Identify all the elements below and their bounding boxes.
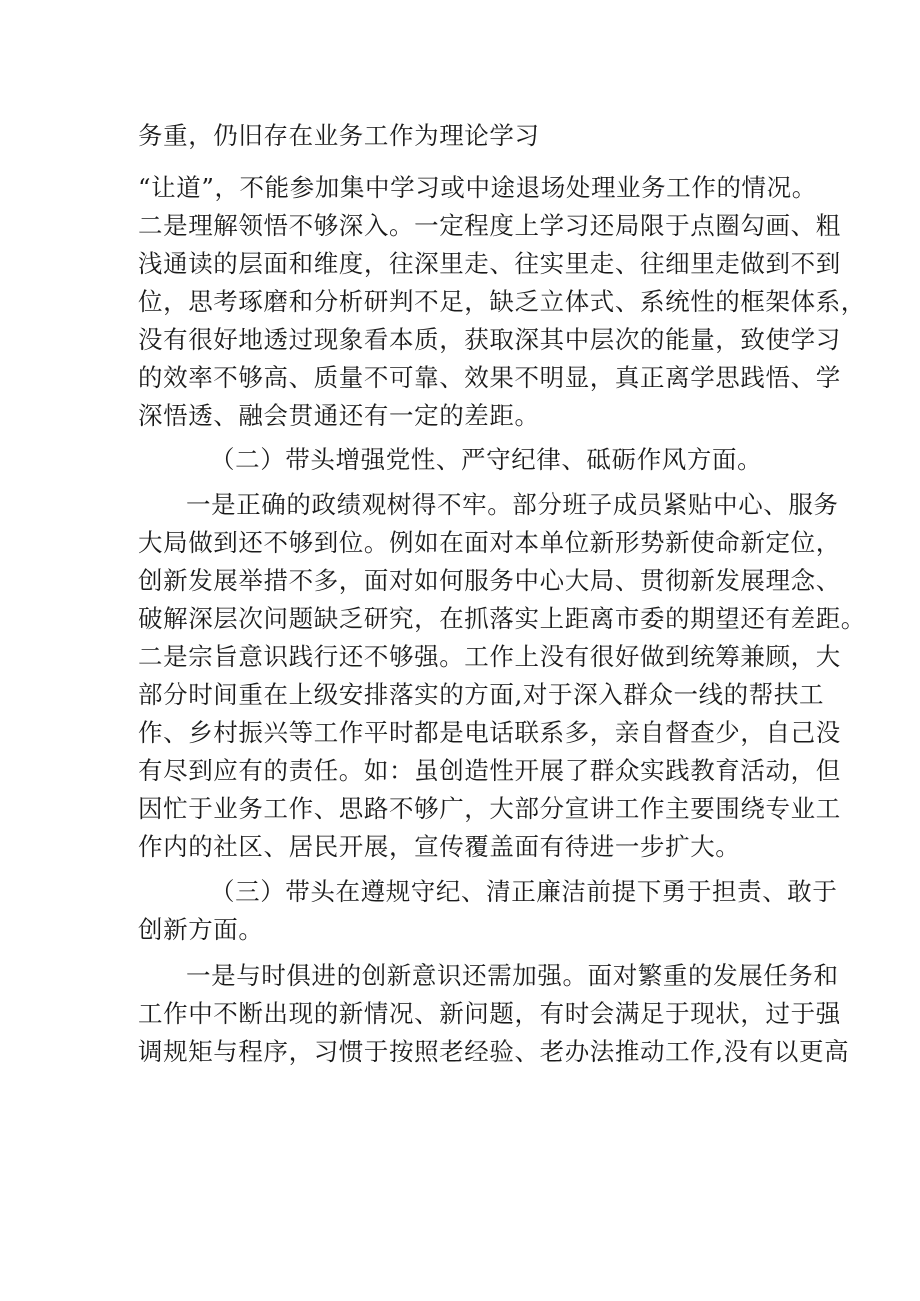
text-line: 的效率不够高、质量不可靠、效果不明显，真正离学思践悟、学 (138, 363, 841, 392)
text-line: 一是正确的政绩观树得不牢。部分班子成员紧贴中心、服务 (186, 490, 839, 519)
text-line: 因忙于业务工作、思路不够广，大部分宣讲工作主要围绕专业工 (138, 794, 841, 823)
text-line: 没有很好地透过现象看本质，获取深其中层次的能量，致使学习 (138, 325, 841, 354)
text-line: 二是宗旨意识践行还不够强。工作上没有很好做到统筹兼顾，大 (138, 642, 841, 671)
text-line: 务重，仍旧存在业务工作为理论学习 (138, 121, 540, 150)
text-line: 二是理解领悟不够深入。一定程度上学习还局限于点圈勾画、粗 (138, 211, 841, 240)
text-line: “让道”，不能参加集中学习或中途退场处理业务工作的情况。 (138, 173, 817, 202)
text-line: 作内的社区、居民开展，宣传覆盖面有待进一步扩大。 (138, 832, 741, 861)
section-heading: （二）带头增强党性、严守纪律、砥砺作风方面。 (210, 445, 763, 474)
text-line: 位，思考琢磨和分析研判不足，缺乏立体式、系统性的框架体系， (138, 287, 866, 316)
text-line: 有尽到应有的责任。如：虽创造性开展了群众实践教育活动，但 (138, 756, 841, 785)
text-line: 部分时间重在上级安排落实的方面,对于深入群众一线的帮扶工 (138, 680, 825, 709)
text-line: 大局做到还不够到位。例如在面对本单位新形势新使命新定位， (138, 528, 841, 557)
text-line: 创新发展举措不多，面对如何服务中心大局、贯彻新发展理念、 (138, 566, 841, 595)
text-line: 工作中不断出现的新情况、新问题，有时会满足于现状，过于强 (138, 999, 841, 1028)
section-heading-continued: 创新方面。 (138, 915, 264, 944)
text-line: 浅通读的层面和维度，往深里走、往实里走、往细里走做到不到 (138, 249, 841, 278)
text-line: 破解深层次问题缺乏研究，在抓落实上距离市委的期望还有差距。 (138, 604, 866, 633)
text-line: 一是与时俱进的创新意识还需加强。面对繁重的发展任务和 (186, 961, 839, 990)
text-line: 调规矩与程序，习惯于按照老经验、老办法推动工作,没有以更高 (138, 1037, 850, 1066)
text-line: 作、乡村振兴等工作平时都是电话联系多，亲自督查少，自己没 (138, 718, 841, 747)
section-heading: （三）带头在遵规守纪、清正廉洁前提下勇于担责、敢于 (210, 877, 838, 906)
text-line: 深悟透、融会贯通还有一定的差距。 (138, 401, 540, 430)
